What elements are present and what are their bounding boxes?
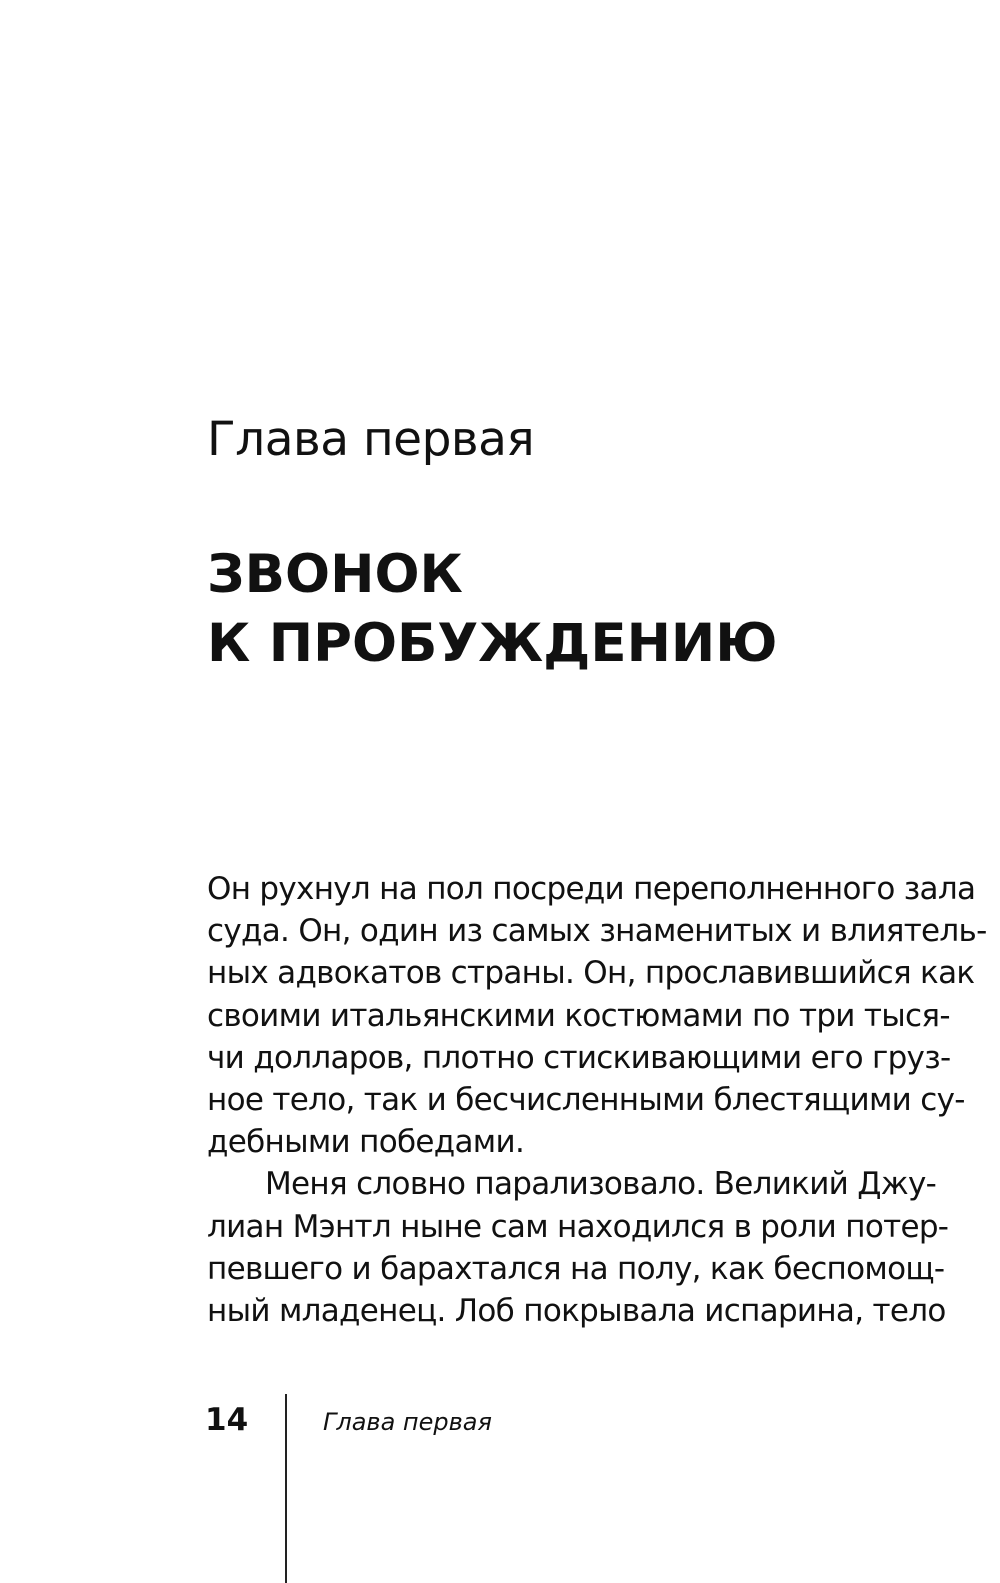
chapter-title xyxy=(207,540,778,678)
page-number: 14 xyxy=(205,1402,249,1438)
running-head: Глава первая xyxy=(323,1408,492,1436)
chapter-label: Глава первая xyxy=(207,412,535,467)
text-line: Он рухнул на пол посреди переполненного зала xyxy=(207,871,976,907)
text-line: певшего и барахтался на полу, как беспомощ- xyxy=(207,1250,945,1287)
text-line: своими итальянскими костюмами по три тыся- xyxy=(207,997,950,1034)
text-line: дебными победами. xyxy=(207,1124,525,1161)
text-line: лиан Мэнтл ныне сам находился в роли потер- xyxy=(207,1208,949,1245)
chapter-title-line: К ПРОБУЖДЕНИЮ xyxy=(207,613,778,674)
text-line: Меня словно парализовало. Великий Джу- xyxy=(265,1166,937,1203)
body-text xyxy=(207,868,987,1332)
text-line: ных адвокатов страны. Он, прославившийся как xyxy=(207,955,975,992)
text-line: ное тело, так и бесчисленными блестящими су- xyxy=(207,1081,965,1118)
text-line: ный младенец. Лоб покрывала испарина, тело xyxy=(207,1292,946,1329)
text-line: суда. Он, один из самых знаменитых и влиятель- xyxy=(207,913,987,950)
text-line: чи долларов, плотно стискивающими его груз- xyxy=(207,1039,951,1076)
footer-divider xyxy=(285,1394,287,1583)
chapter-title-line: ЗВОНОК xyxy=(207,544,463,605)
